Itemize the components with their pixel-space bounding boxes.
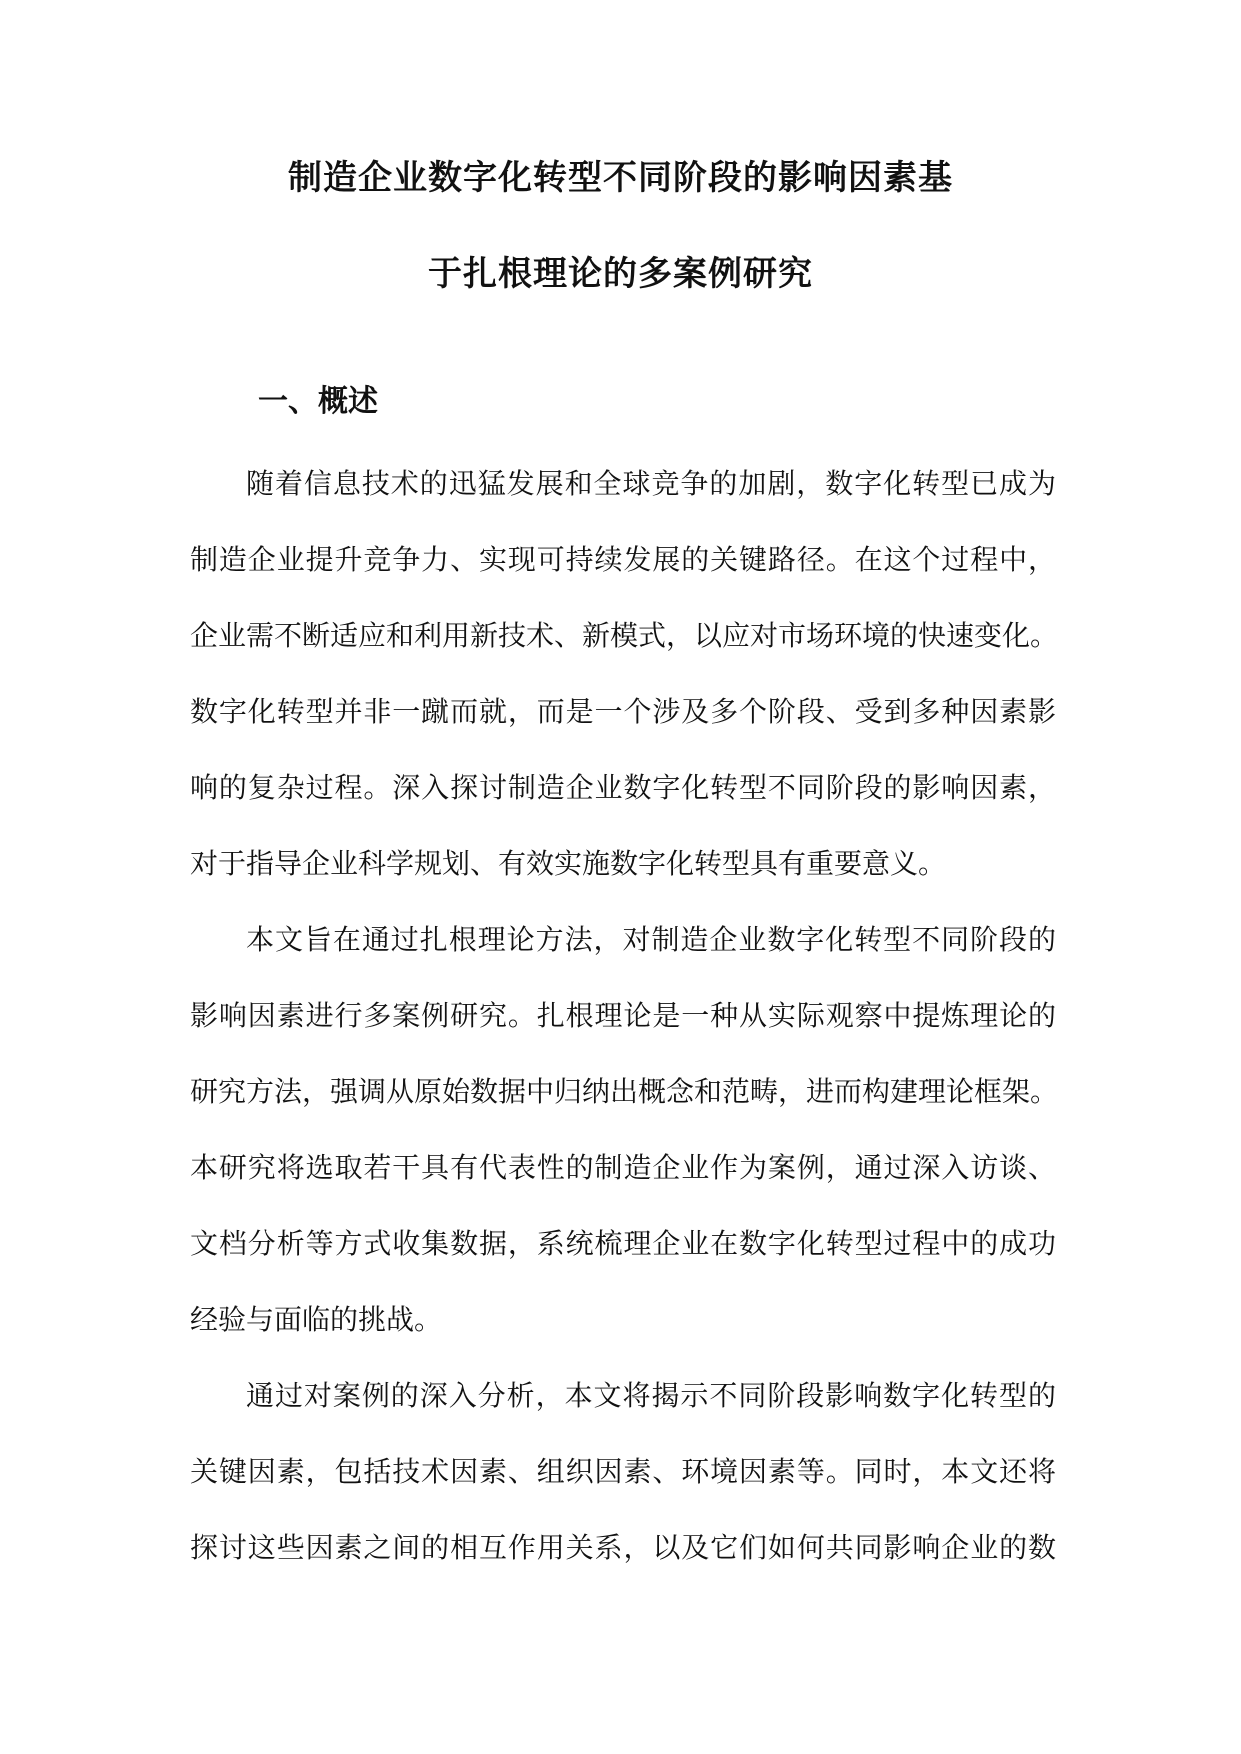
paragraph-line: 企业需不断适应和利用新技术、新模式，以应对市场环境的快速变化。 (190, 619, 1059, 652)
paragraph-line: 响的复杂过程。深入探讨制造企业数字化转型不同阶段的影响因素， (190, 771, 1056, 804)
section-heading: 一、概述 (258, 384, 378, 419)
paragraph-line: 本研究将选取若干具有代表性的制造企业作为案例，通过深入访谈、 (190, 1151, 1056, 1184)
paragraph-line: 研究方法，强调从原始数据中归纳出概念和范畴，进而构建理论框架。 (190, 1075, 1059, 1108)
paragraph-line: 通过对案例的深入分析，本文将揭示不同阶段影响数字化转型的 (246, 1379, 1056, 1412)
paragraph-line: 关键因素，包括技术因素、组织因素、环境因素等。同时，本文还将 (190, 1455, 1056, 1488)
paragraph-line: 本文旨在通过扎根理论方法，对制造企业数字化转型不同阶段的 (246, 923, 1056, 956)
paragraph-line: 影响因素进行多案例研究。扎根理论是一种从实际观察中提炼理论的 (190, 999, 1056, 1032)
paragraph-3 (190, 1358, 1056, 1586)
paragraph-1 (190, 446, 1059, 902)
document-title-line-1: 制造企业数字化转型不同阶段的影响因素基 (288, 158, 953, 198)
paragraph-line: 探讨这些因素之间的相互作用关系，以及它们如何共同影响企业的数 (190, 1531, 1056, 1564)
paragraph-line: 制造企业提升竞争力、实现可持续发展的关键路径。在这个过程中， (190, 543, 1056, 576)
paragraph-line: 文档分析等方式收集数据，系统梳理企业在数字化转型过程中的成功 (190, 1227, 1056, 1260)
paragraph-line: 经验与面临的挑战。 (190, 1303, 443, 1336)
paragraph-2 (190, 902, 1059, 1358)
paragraph-line: 数字化转型并非一蹴而就，而是一个涉及多个阶段、受到多种因素影 (190, 695, 1056, 728)
document-title-line-2: 于扎根理论的多案例研究 (428, 254, 813, 294)
paragraph-line: 对于指导企业科学规划、有效实施数字化转型具有重要意义。 (190, 847, 947, 880)
paragraph-line: 随着信息技术的迅猛发展和全球竞争的加剧，数字化转型已成为 (246, 467, 1056, 500)
